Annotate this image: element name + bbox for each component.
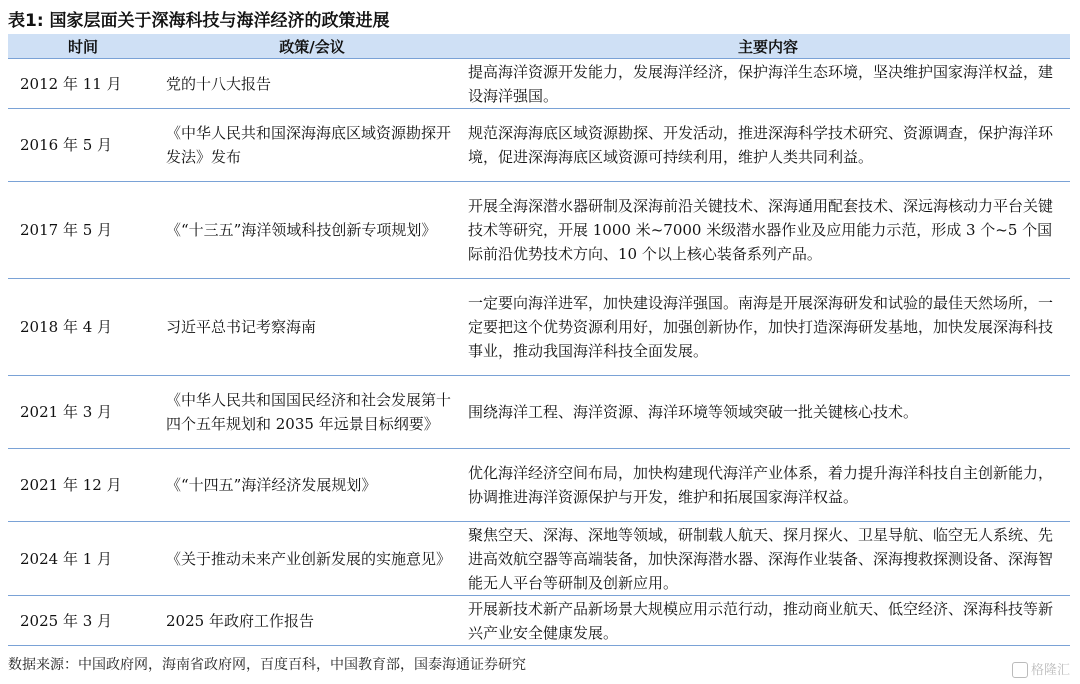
content-cell: 提高海洋资源开发能力，发展海洋经济，保护海洋生态环境，坚决维护国家海洋权益，建设海洋强国。 (466, 59, 1070, 109)
policy-cell: 党的十八大报告 (158, 59, 466, 109)
time-cell: 2021 年 12 月 (8, 449, 158, 522)
policy-cell: 《中华人民共和国国民经济和社会发展第十四个五年规划和 2035 年远景目标纲要》 (158, 376, 466, 449)
table-row (8, 279, 1070, 376)
policy-cell: 《中华人民共和国深海海底区域资源勘探开发法》发布 (158, 109, 466, 182)
content-cell: 开展全海深潜水器研制及深海前沿关键技术、深海通用配套技术、深远海核动力平台关键技术等研究，开展 1000 米~7000 米级潜水器作业及应用能力示范，形成 3 个~5 个国际前沿优势技术方向、10 个以上核心装备系列产品。 (466, 182, 1070, 279)
table-row (8, 376, 1070, 449)
table-row (8, 596, 1070, 646)
table-title: 表1: 国家层面关于深海科技与海洋经济的政策进展 (8, 11, 390, 31)
header-time: 时间 (8, 34, 158, 59)
watermark (1012, 659, 1070, 679)
policy-cell: 《“十三五”海洋领域科技创新专项规划》 (158, 182, 466, 279)
header-policy: 政策/会议 (158, 34, 466, 59)
content-cell: 开展新技术新产品新场景大规模应用示范行动，推动商业航天、低空经济、深海科技等新兴产业安全健康发展。 (466, 596, 1070, 646)
table-row (8, 59, 1070, 109)
policy-cell: 《关于推动未来产业创新发展的实施意见》 (158, 522, 466, 596)
table-row (8, 449, 1070, 522)
time-cell: 2012 年 11 月 (8, 59, 158, 109)
policy-cell: 2025 年政府工作报告 (158, 596, 466, 646)
policy-cell: 《“十四五”海洋经济发展规划》 (158, 449, 466, 522)
policy-table (8, 34, 1070, 646)
content-cell: 优化海洋经济空间布局，加快构建现代海洋产业体系，着力提升海洋科技自主创新能力，协调推进海洋资源保护与开发，维护和拓展国家海洋权益。 (466, 449, 1070, 522)
content-cell: 围绕海洋工程、海洋资源、海洋环境等领域突破一批关键核心技术。 (466, 376, 1070, 449)
time-cell: 2021 年 3 月 (8, 376, 158, 449)
time-cell: 2025 年 3 月 (8, 596, 158, 646)
policy-cell: 习近平总书记考察海南 (158, 279, 466, 376)
table-row (8, 109, 1070, 182)
time-cell: 2024 年 1 月 (8, 522, 158, 596)
table-row (8, 522, 1070, 596)
watermark-logo-icon (1012, 662, 1028, 678)
time-cell: 2016 年 5 月 (8, 109, 158, 182)
data-source-note: 数据来源：中国政府网，海南省政府网，百度百科，中国教育部，国泰海通证券研究 (8, 657, 526, 673)
content-cell: 规范深海海底区域资源勘探、开发活动，推进深海科学技术研究、资源调查，保护海洋环境，促进深海海底区域资源可持续利用，维护人类共同利益。 (466, 109, 1070, 182)
header-content: 主要内容 (466, 34, 1070, 59)
content-cell: 一定要向海洋进军，加快建设海洋强国。南海是开展深海研发和试验的最佳天然场所，一定要把这个优势资源利用好，加强创新协作，加快打造深海研发基地，加快发展深海科技事业，推动我国海洋科技全面发展。 (466, 279, 1070, 376)
time-cell: 2018 年 4 月 (8, 279, 158, 376)
watermark-text: 格隆汇 (1030, 662, 1070, 678)
content-cell: 聚焦空天、深海、深地等领域，研制载人航天、探月探火、卫星导航、临空无人系统、先进高效航空器等高端装备，加快深海潜水器、深海作业装备、深海搜救探测设备、深海智能无人平台等研制及创新应用。 (466, 522, 1070, 596)
table-row (8, 182, 1070, 279)
time-cell: 2017 年 5 月 (8, 182, 158, 279)
